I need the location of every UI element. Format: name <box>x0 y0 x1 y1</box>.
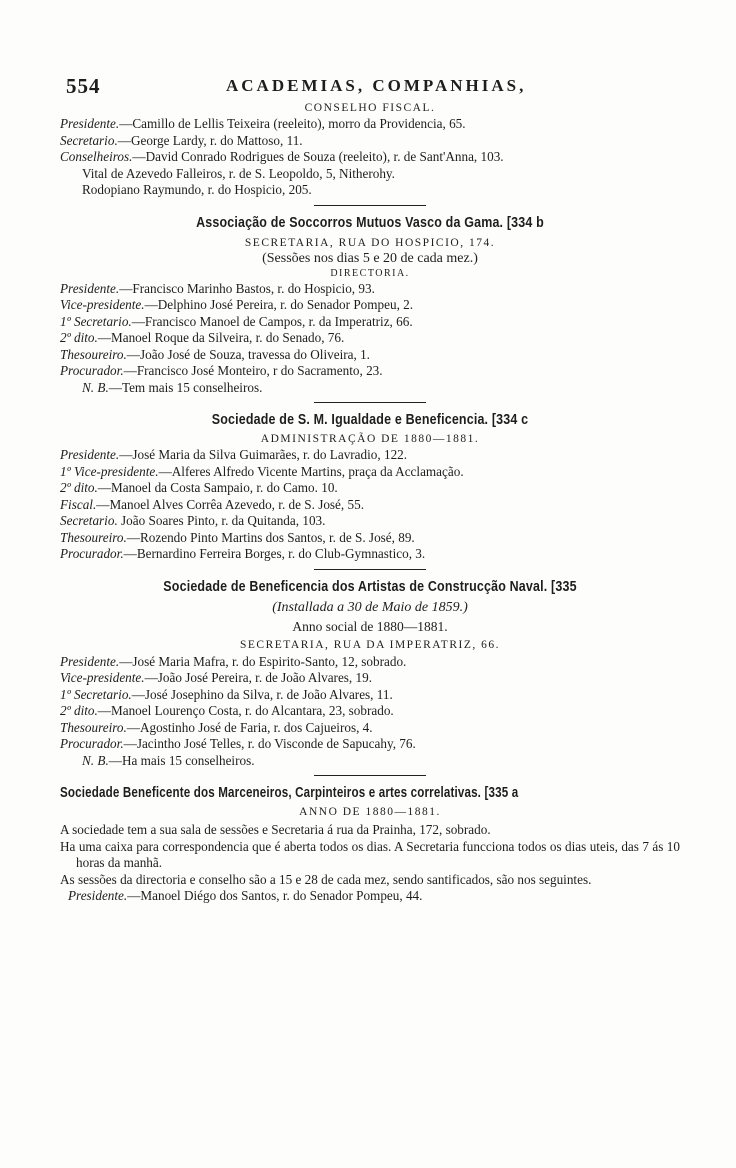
entry-line <box>60 654 680 671</box>
section-divider <box>314 569 426 570</box>
entry-line <box>60 330 680 347</box>
entry-role: N. B. <box>82 379 109 395</box>
entry-line <box>60 888 680 905</box>
entry-text: —Agostinho José de Faria, r. dos Cajueiros, 4. <box>126 719 373 735</box>
section-title: Sociedade de S. M. Igualdade e Beneficencia. [334 c <box>211 412 529 428</box>
section-subtitle: ANNO DE 1880—1881. <box>299 806 441 818</box>
section-note: Anno social de 1880—1881. <box>292 618 448 634</box>
entry-text: —João José de Souza, travessa do Oliveira, 1. <box>126 346 370 362</box>
entry-text: Vital de Azevedo Falleiros, r. de S. Leopoldo, 5, Nitherohy. <box>82 165 395 181</box>
entry-text: —Francisco José Monteiro, r do Sacramento, 23. <box>123 363 383 378</box>
entry-role: Presidente. <box>60 116 120 131</box>
section-divider <box>314 402 426 403</box>
entry-role: Presidente. <box>60 447 120 462</box>
section-note: (Sessões nos dias 5 e 20 de cada mez.) <box>262 250 478 266</box>
entry-line <box>60 720 680 737</box>
entry-line <box>60 116 680 133</box>
section-divider <box>314 775 426 776</box>
section-construccao-naval <box>60 576 680 770</box>
section-title: Sociedade de Beneficencia dos Artistas de Construcção Naval. [335 <box>163 578 577 595</box>
entry-role: Thesoureiro. <box>60 529 127 545</box>
entry-role: 1º Secretario. <box>60 313 132 329</box>
entry-role: N. B. <box>82 752 109 768</box>
entry-line <box>60 149 680 166</box>
section-ref: [334 c <box>491 412 529 428</box>
entry-line <box>60 687 680 704</box>
entry-role: 2º dito. <box>60 480 98 495</box>
entry-line <box>60 363 680 380</box>
entry-text: Rodopiano Raymundo, r. do Hospicio, 205. <box>82 182 312 197</box>
entry-line <box>60 166 680 183</box>
section-divider <box>314 205 426 206</box>
section-vasco-da-gama <box>60 212 680 397</box>
entry-text: —Rozendo Pinto Martins dos Santos, r. de S. José, 89. <box>126 529 415 545</box>
section-conselho-fiscal <box>60 102 680 199</box>
section-igualdade-beneficencia <box>60 409 680 563</box>
entry-text: —Camillo de Lellis Teixeira (reeleito), morro da Providencia, 65. <box>119 116 466 131</box>
entry-line <box>60 497 680 514</box>
entry-line <box>60 546 680 563</box>
entry-line <box>60 530 680 547</box>
entry-role: Presidente. <box>60 280 120 296</box>
entry-line <box>60 297 680 314</box>
entry-role: Procurador. <box>60 363 124 378</box>
section-note: (Installada a 30 de Maio de 1859.) <box>272 599 468 615</box>
entry-text: —Delphino José Pereira, r. do Senador Pompeu, 2. <box>144 297 414 312</box>
entry-line <box>60 703 680 720</box>
entry-text: —Ha mais 15 conselheiros. <box>108 752 255 768</box>
entry-line <box>60 480 680 497</box>
entry-line <box>60 281 680 298</box>
entry-role: 1º Secretario. <box>60 686 132 702</box>
entry-role: 2º dito. <box>60 703 98 718</box>
page-content <box>60 102 680 905</box>
entry-text: —Francisco Manoel de Campos, r. da Imperatriz, 66. <box>131 313 413 329</box>
entry-text: —Bernardino Ferreira Borges, r. do Club-Gymnastico, 3. <box>123 546 426 561</box>
section-ref: [335 <box>551 578 577 595</box>
entry-role: Procurador. <box>60 546 124 561</box>
entry-role: Presidente. <box>60 653 120 669</box>
entry-role: 2º dito. <box>60 330 98 345</box>
entry-role: 1º Vice-presidente. <box>60 463 159 479</box>
entry-line <box>60 182 680 199</box>
entry-line <box>60 380 680 397</box>
section-ref: [334 b <box>506 214 544 231</box>
entry-text: —Manoel Roque da Silveira, r. do Senado, 76. <box>97 330 345 345</box>
entry-text: —Alferes Alfredo Vicente Martins, praça da Acclamação. <box>158 463 464 479</box>
entry-text: —David Conrado Rodrigues de Souza (reeleito), r. de Sant'Anna, 103. <box>132 149 504 164</box>
entry-role: Secretario. <box>60 513 118 528</box>
entry-role: Secretario. <box>60 132 118 148</box>
entry-role: Presidente. <box>68 888 128 903</box>
section-title: Sociedade Beneficente dos Marceneiros, Carpinteiros e artes correlativas. [335 a <box>60 785 519 801</box>
entry-line <box>60 753 680 770</box>
section-subheading: DIRECTORIA. <box>330 267 410 279</box>
section-heading: CONSELHO FISCAL. <box>304 102 436 114</box>
entry-role: Thesoureiro. <box>60 346 127 362</box>
entry-text: —Manoel Lourenço Costa, r. do Alcantara, 23, sobrado. <box>97 703 394 718</box>
entry-line <box>60 670 680 687</box>
paragraph: Ha uma caixa para correspondencia que é aberta todos os dias. A Secretaria funcciona todos os dias uteis, das 7 ás 10 horas da manhã. <box>60 838 680 870</box>
entry-line <box>60 464 680 481</box>
section-subtitle: ADMINISTRAÇÃO DE 1880—1881. <box>260 433 480 445</box>
section-subtitle: SECRETARIA, RUA DO HOSPICIO, 174. <box>244 236 496 249</box>
entry-line <box>60 447 680 464</box>
section-subtitle: SECRETARIA, RUA DA IMPERATRIZ, 66. <box>240 638 500 651</box>
entry-role: Conselheiros. <box>60 149 133 164</box>
entry-line <box>60 513 680 530</box>
entry-text: João Soares Pinto, r. da Quitanda, 103. <box>117 513 326 528</box>
entry-line <box>60 314 680 331</box>
entry-line <box>60 736 680 753</box>
entry-text: —José Josephino da Silva, r. de João Alvares, 11. <box>131 686 393 702</box>
page-number: 554 <box>66 74 101 98</box>
paragraph: A sociedade tem a sua sala de sessões e Secretaria á rua da Prainha, 172, sobrado. <box>60 822 491 837</box>
paragraph: As sessões da directoria e conselho são a 15 e 28 de cada mez, sendo santificados, são nos seguintes. <box>60 871 592 887</box>
running-head: ACADEMIAS, COMPANHIAS, <box>226 76 527 95</box>
entry-text: —George Lardy, r. do Mattoso, 11. <box>117 132 303 148</box>
entry-line <box>60 347 680 364</box>
entry-text: —Tem mais 15 conselheiros. <box>108 379 263 395</box>
entry-text: —Jacintho José Telles, r. do Visconde de Sapucahy, 76. <box>123 736 416 751</box>
section-title: Associação de Soccorros Mutuos Vasco da Gama. [334 b <box>196 214 544 231</box>
section-marceneiros-carpinteiros <box>60 782 680 905</box>
section-ref: [335 a <box>484 785 519 801</box>
entry-text: —José Maria da Silva Guimarães, r. do Lavradio, 122. <box>119 447 408 462</box>
entry-role: Procurador. <box>60 736 124 751</box>
entry-text: —Manoel Alves Corrêa Azevedo, r. de S. José, 55. <box>96 496 364 512</box>
entry-line <box>60 133 680 150</box>
entry-role: Vice-presidente. <box>60 670 145 685</box>
entry-text: —Manoel Diégo dos Santos, r. do Senador Pompeu, 44. <box>127 888 423 903</box>
entry-text: —Manoel da Costa Sampaio, r. do Camo. 10. <box>97 480 338 495</box>
entry-role: Vice-presidente. <box>60 297 145 312</box>
entry-role: Thesoureiro. <box>60 719 127 735</box>
entry-text: —João José Pereira, r. de João Alvares, 19. <box>144 670 373 685</box>
entry-text: —Francisco Marinho Bastos, r. do Hospicio, 93. <box>119 280 375 296</box>
entry-role: Fiscal. <box>60 496 97 512</box>
entry-text: —José Maria Mafra, r. do Espirito-Santo, 12, sobrado. <box>119 653 407 669</box>
